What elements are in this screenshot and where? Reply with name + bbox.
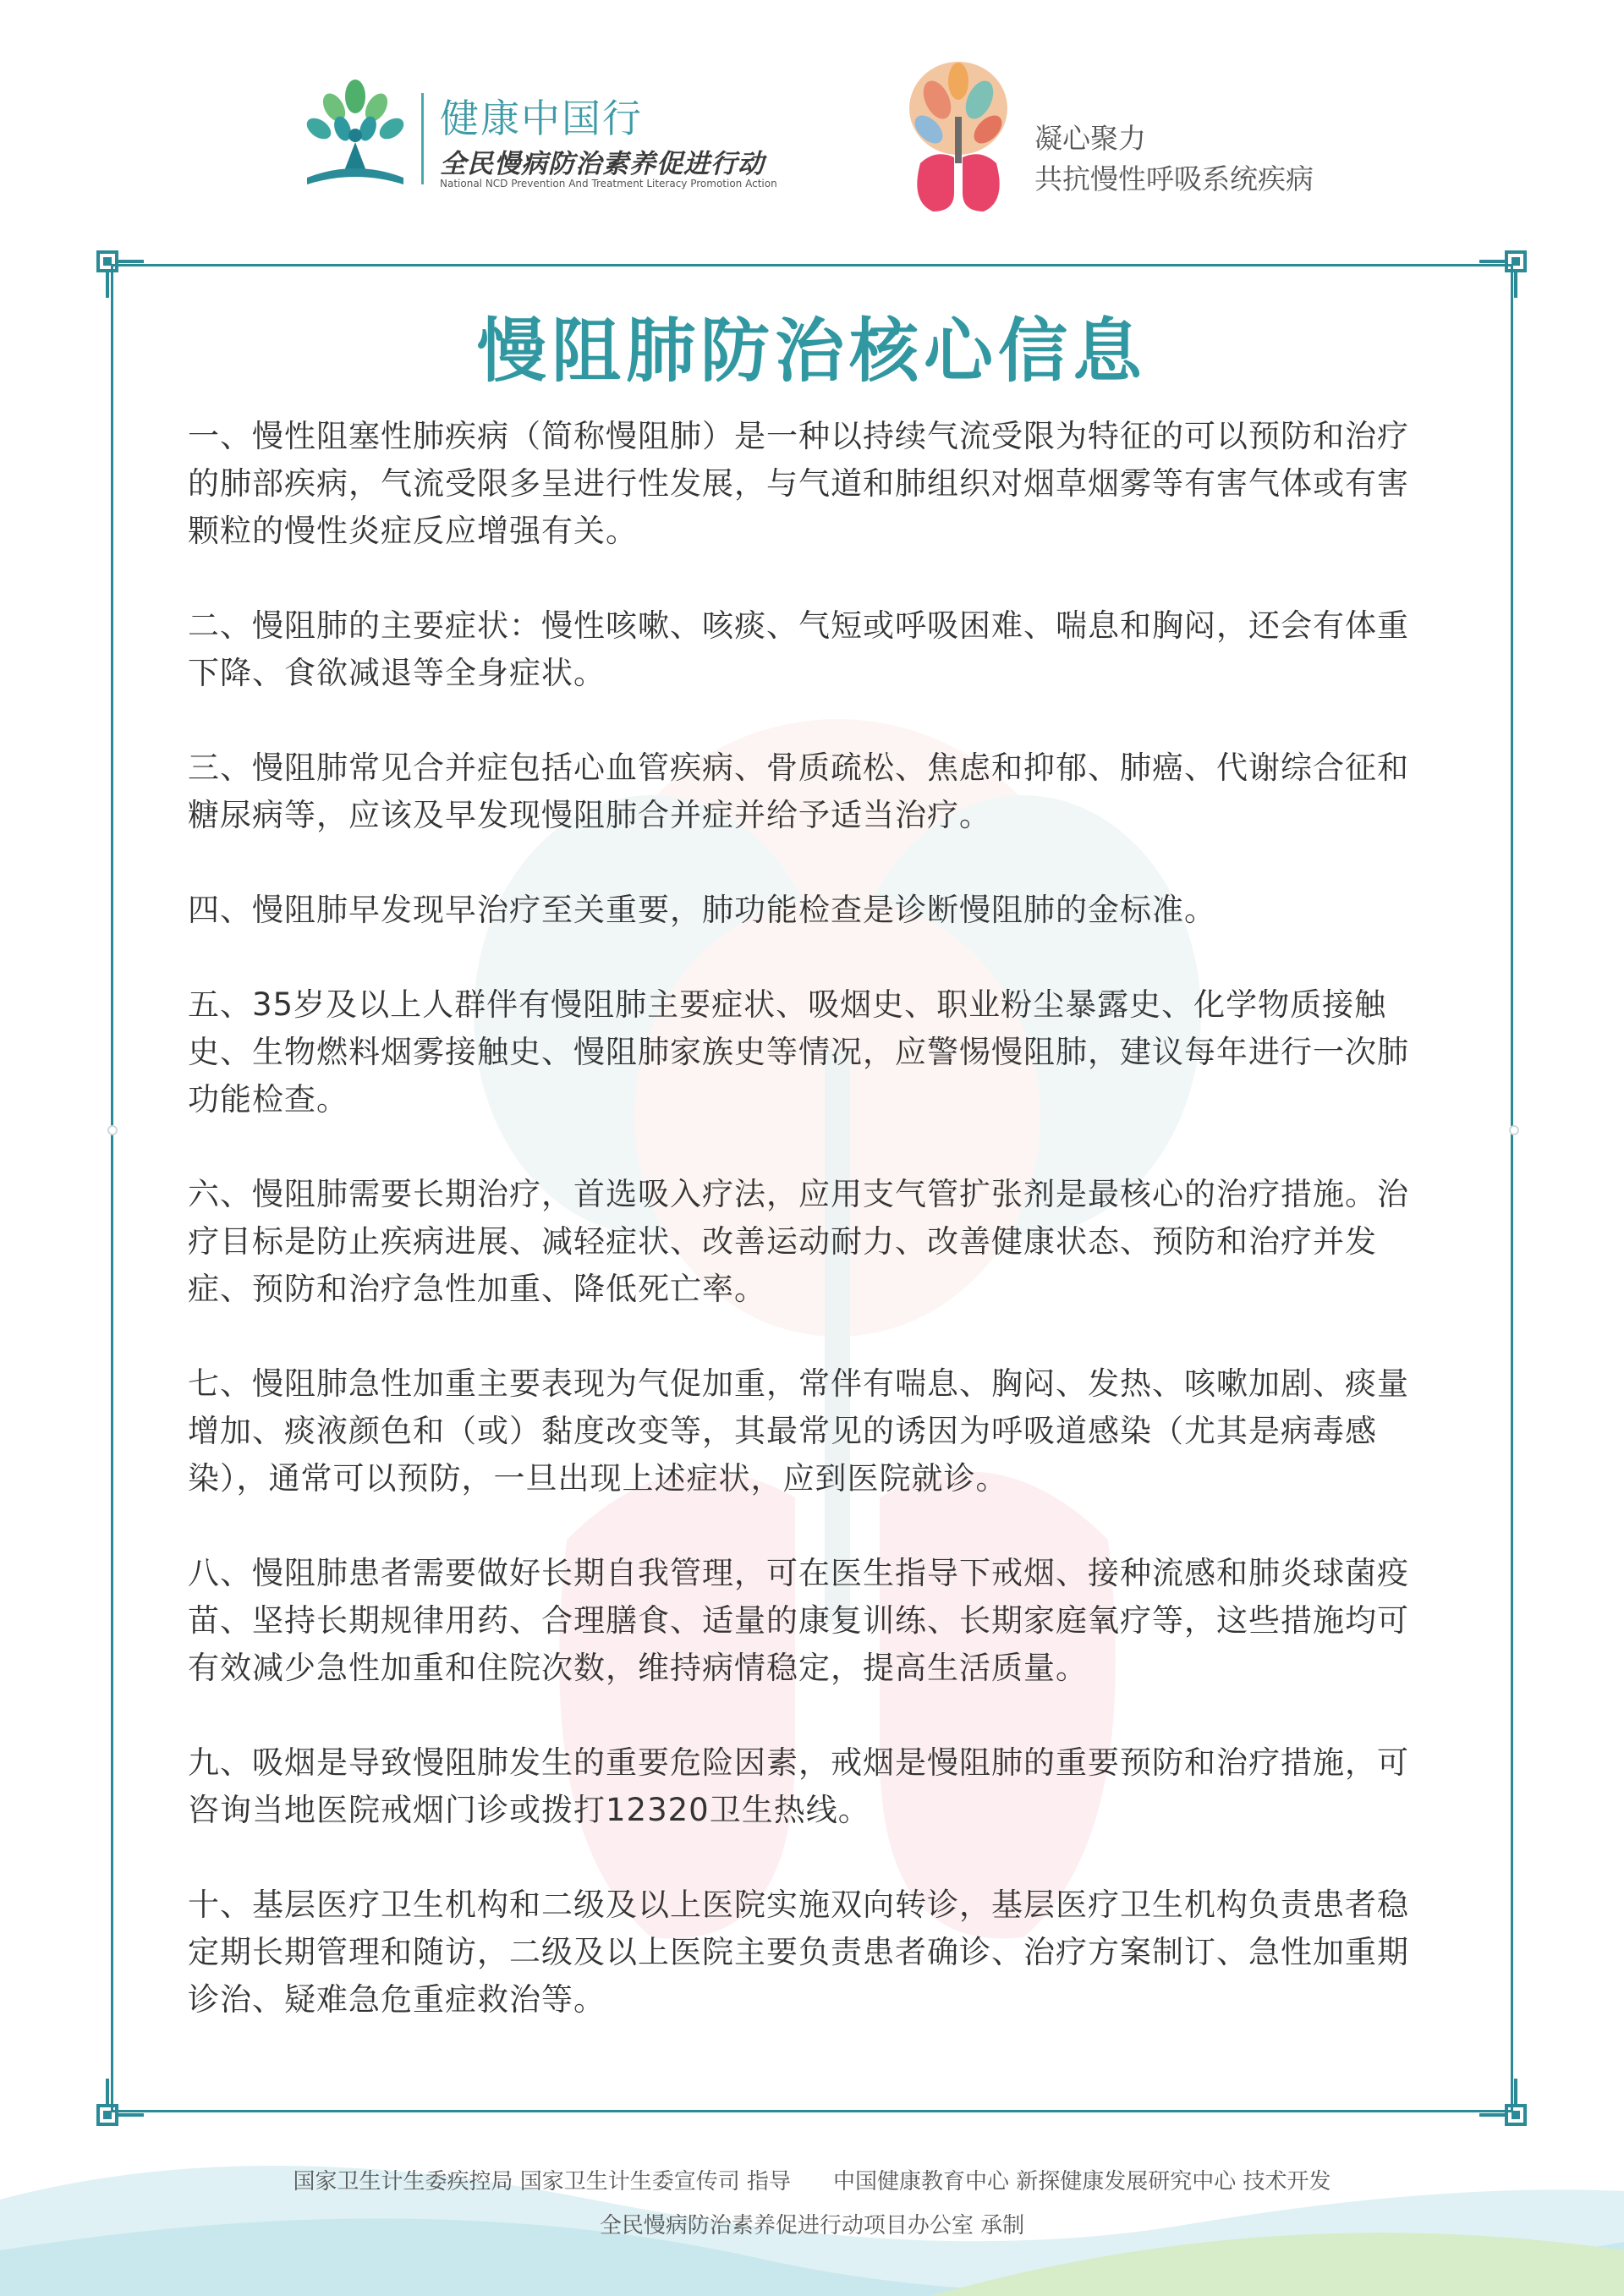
lungs-tree-icon [903, 58, 1013, 214]
footer-guide: 国家卫生计生委疾控局 国家卫生计生委宣传司 指导 [293, 2169, 791, 2194]
slogan [1034, 118, 1314, 200]
info-item-3: 三、慢阻肺常见合并症包括心血管疾病、骨质疏松、焦虑和抑郁、肺癌、代谢综合征和糖尿病等，应该及早发现慢阻肺合并症并给予适当治疗。 [188, 750, 1409, 833]
slogan-line-1: 凝心聚力 [1034, 122, 1146, 155]
info-item-2: 二、慢阻肺的主要症状：慢性咳嗽、咳痰、气短或呼吸困难、喘息和胸闷，还会有体重下降、食欲减退等全身症状。 [188, 607, 1409, 691]
footer-tech: 中国健康教育中心 新探健康发展研究中心 技术开发 [833, 2169, 1331, 2194]
frame-notch [107, 1125, 118, 1135]
slogan-line-2: 共抗慢性呼吸系统疾病 [1034, 162, 1314, 195]
info-item-6: 六、慢阻肺需要长期治疗，首选吸入疗法，应用支气管扩张剂是最核心的治疗措施。治疗目标是防止疾病进展、减轻症状、改善运动耐力、改善健康状态、预防和治疗并发症、预防和治疗急性加重、降低死亡率。 [188, 1176, 1409, 1307]
brand-name: 健康中国行 [440, 96, 643, 141]
page-title: 慢阻肺防治核心信息 [476, 311, 1147, 392]
footer-credits [0, 2164, 1624, 2195]
frame-notch [1509, 1125, 1519, 1135]
info-item-7: 七、慢阻肺急性加重主要表现为气促加重，常伴有喘息、胸闷、发热、咳嗽加剧、痰量增加、痰液颜色和（或）黏度改变等，其最常见的诱因为呼吸道感染（尤其是病毒感染），通常可以预防，一旦出现上述症状，应到医院就诊。 [188, 1365, 1409, 1497]
info-item-8: 八、慢阻肺患者需要做好长期自我管理，可在医生指导下戒烟、接种流感和肺炎球菌疫苗、坚持长期规律用药、合理膳食、适量的康复训练、长期家庭氧疗等，这些措施均可有效减少急性加重和住院次数，维持病情稳定，提高生活质量。 [188, 1555, 1409, 1686]
logo-divider [421, 93, 424, 184]
right-logo [903, 58, 1343, 218]
left-logo [300, 78, 777, 196]
info-item-5: 五、35岁及以上人群伴有慢阻肺主要症状、吸烟史、职业粉尘暴露史、化学物质接触史、生物燃料烟雾接触史、慢阻肺家族史等情况，应警惕慢阻肺，建议每年进行一次肺功能检查。 [188, 986, 1409, 1118]
core-info-list [188, 413, 1421, 2071]
corner-ornament-icon [1476, 247, 1530, 301]
brand-english: National NCD Prevention And Treatment Literacy Promotion Action [440, 178, 777, 190]
brand-subtitle: 全民慢病防治素养促进行动 [440, 149, 765, 179]
corner-ornament-icon [93, 247, 147, 301]
footer-waves [0, 2098, 1624, 2296]
info-item-4: 四、慢阻肺早发现早治疗至关重要，肺功能检查是诊断慢阻肺的金标准。 [188, 892, 1216, 928]
info-item-9: 九、吸烟是导致慢阻肺发生的重要危险因素，戒烟是慢阻肺的重要预防和治疗措施，可咨询当地医院戒烟门诊或拨打12320卫生热线。 [188, 1744, 1409, 1828]
health-china-tree-icon [300, 78, 410, 192]
info-item-1: 一、慢性阻塞性肺疾病（简称慢阻肺）是一种以持续气流受限为特征的可以预防和治疗的肺部疾病，气流受限多呈进行性发展，与气道和肺组织对烟草烟雾等有害气体或有害颗粒的慢性炎症反应增强有关。 [188, 418, 1409, 549]
info-item-10: 十、基层医疗卫生机构和二级及以上医院实施双向转诊，基层医疗卫生机构负责患者稳定期长期管理和随访，二级及以上医院主要负责患者确诊、治疗方案制订、急性加重期诊治、疑难急危重症救治等。 [188, 1887, 1409, 2018]
footer-producer: 全民慢病防治素养促进行动项目办公室 承制 [599, 2213, 1025, 2238]
